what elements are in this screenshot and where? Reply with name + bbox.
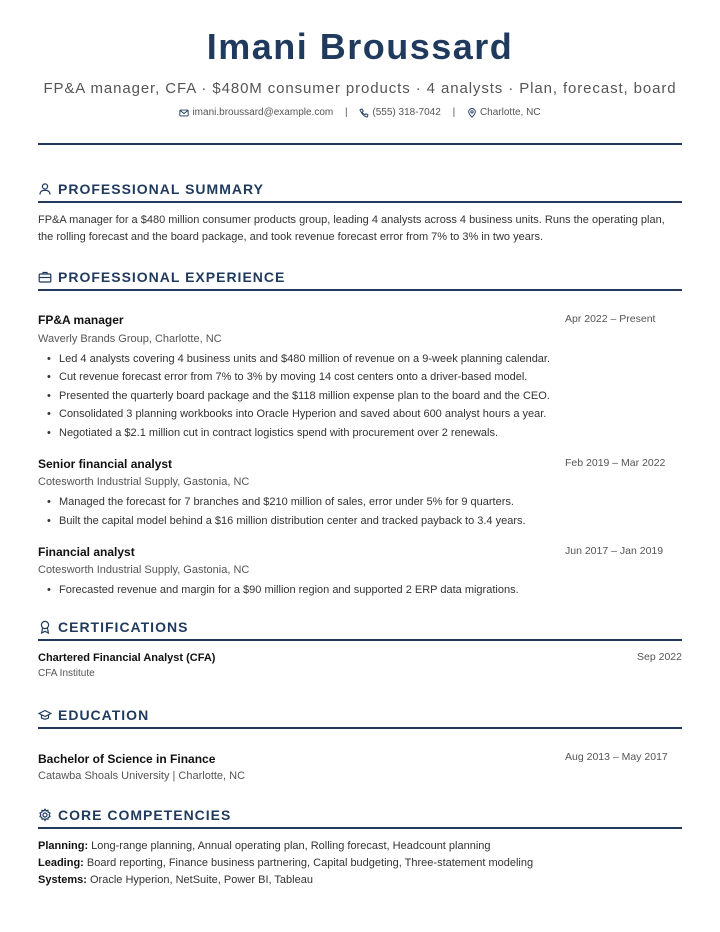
competency-row <box>38 874 313 886</box>
map-pin-icon <box>467 108 477 118</box>
competency-row <box>38 857 533 869</box>
mail-icon <box>179 108 189 118</box>
job-employer: Waverly Brands Group, Charlotte, NC <box>38 333 222 345</box>
summary-title: PROFESSIONAL SUMMARY <box>58 181 264 197</box>
graduation-cap-icon <box>38 708 52 722</box>
certifications-title: CERTIFICATIONS <box>58 619 189 635</box>
competency-value: Oracle Hyperion, NetSuite, Power BI, Tableau <box>89 874 313 886</box>
headline: FP&A manager, CFA · $480M consumer products · 4 analysts · Plan, forecast, board <box>43 80 677 97</box>
job-title: Senior financial analyst <box>38 457 173 471</box>
job-bullet: • Managed the forecast for 7 branches and $210 million of sales, error under 5% for 9 quarters. <box>38 496 514 508</box>
job-employer: Cotesworth Industrial Supply, Gastonia, NC <box>38 476 250 488</box>
competencies-title: CORE COMPETENCIES <box>58 807 232 823</box>
competency-label: Leading: <box>38 857 84 869</box>
contact-separator: | <box>452 107 456 118</box>
job-title: Financial analyst <box>38 545 135 559</box>
competencies-section-header <box>38 803 682 829</box>
job-bullet: • Led 4 analysts covering 4 business units and $480 million of revenue on a 9-week planning calendar. <box>38 353 550 365</box>
award-ribbon-icon <box>38 620 52 634</box>
competency-label: Systems: <box>38 874 87 886</box>
certification-date: Sep 2022 <box>637 651 682 663</box>
competency-row <box>38 840 491 852</box>
contact-location <box>467 107 541 118</box>
certification-issuer: CFA Institute <box>38 668 95 679</box>
certification-name: Chartered Financial Analyst (CFA) <box>38 652 216 664</box>
job-title: FP&A manager <box>38 313 124 327</box>
location-text: Charlotte, NC <box>479 107 541 118</box>
job-bullet: • Built the capital model behind a $16 million distribution center and tracked payback to 3.4 years. <box>38 515 526 527</box>
summary-section-header <box>38 177 682 203</box>
job-dates: Feb 2019 – Mar 2022 <box>565 457 666 469</box>
competency-value: Long-range planning, Annual operating plan, Rolling forecast, Headcount planning <box>91 840 491 852</box>
summary-text: FP&A manager for a $480 million consumer products group, leading 4 analysts across 4 business units. Runs the operating plan, the rolling forecast and the board package, and took revenue forecast error from 7% to 3% in two years. <box>38 214 665 243</box>
candidate-name: Imani Broussard <box>206 26 514 67</box>
contact-line <box>38 107 682 118</box>
job-employer: Cotesworth Industrial Supply, Gastonia, NC <box>38 564 250 576</box>
certifications-section-header <box>38 615 682 641</box>
experience-title: PROFESSIONAL EXPERIENCE <box>58 269 286 285</box>
education-degree: Bachelor of Science in Finance <box>38 752 216 766</box>
competency-label: Planning: <box>38 840 89 852</box>
contact-phone[interactable] <box>359 107 440 118</box>
experience-section-header <box>38 265 682 291</box>
gear-icon <box>38 808 52 822</box>
phone-text: (555) 318-7042 <box>372 107 441 118</box>
header-divider <box>38 143 682 145</box>
job-bullet: • Consolidated 3 planning workbooks into Oracle Hyperion and saved about 600 analyst hours a year. <box>38 408 546 420</box>
job-bullet: • Forecasted revenue and margin for a $90 million region and supported 2 ERP data migrations. <box>38 584 519 596</box>
education-school: Catawba Shoals University | Charlotte, NC <box>38 770 246 782</box>
job-bullet: • Negotiated a $2.1 million cut in contract logistics spend with procurement over 2 renewals. <box>38 427 498 439</box>
job-bullet: • Presented the quarterly board package and the $118 million expense plan to the board and the CEO. <box>38 390 550 402</box>
job-bullet: • Cut revenue forecast error from 7% to 3% by moving 14 cost centers onto a driver-based model. <box>38 371 527 383</box>
education-title: EDUCATION <box>58 707 150 723</box>
person-icon <box>38 182 52 196</box>
education-section-header <box>38 703 682 729</box>
briefcase-icon <box>38 270 52 284</box>
education-dates: Aug 2013 – May 2017 <box>565 751 668 763</box>
competency-value: Board reporting, Finance business partnering, Capital budgeting, Three-statement modeling <box>86 857 534 869</box>
phone-icon <box>359 108 369 118</box>
email-text: imani.broussard@example.com <box>192 107 334 118</box>
job-dates: Apr 2022 – Present <box>565 313 656 325</box>
job-dates: Jun 2017 – Jan 2019 <box>565 545 664 557</box>
contact-separator: | <box>345 107 348 118</box>
contact-email[interactable] <box>179 107 333 118</box>
